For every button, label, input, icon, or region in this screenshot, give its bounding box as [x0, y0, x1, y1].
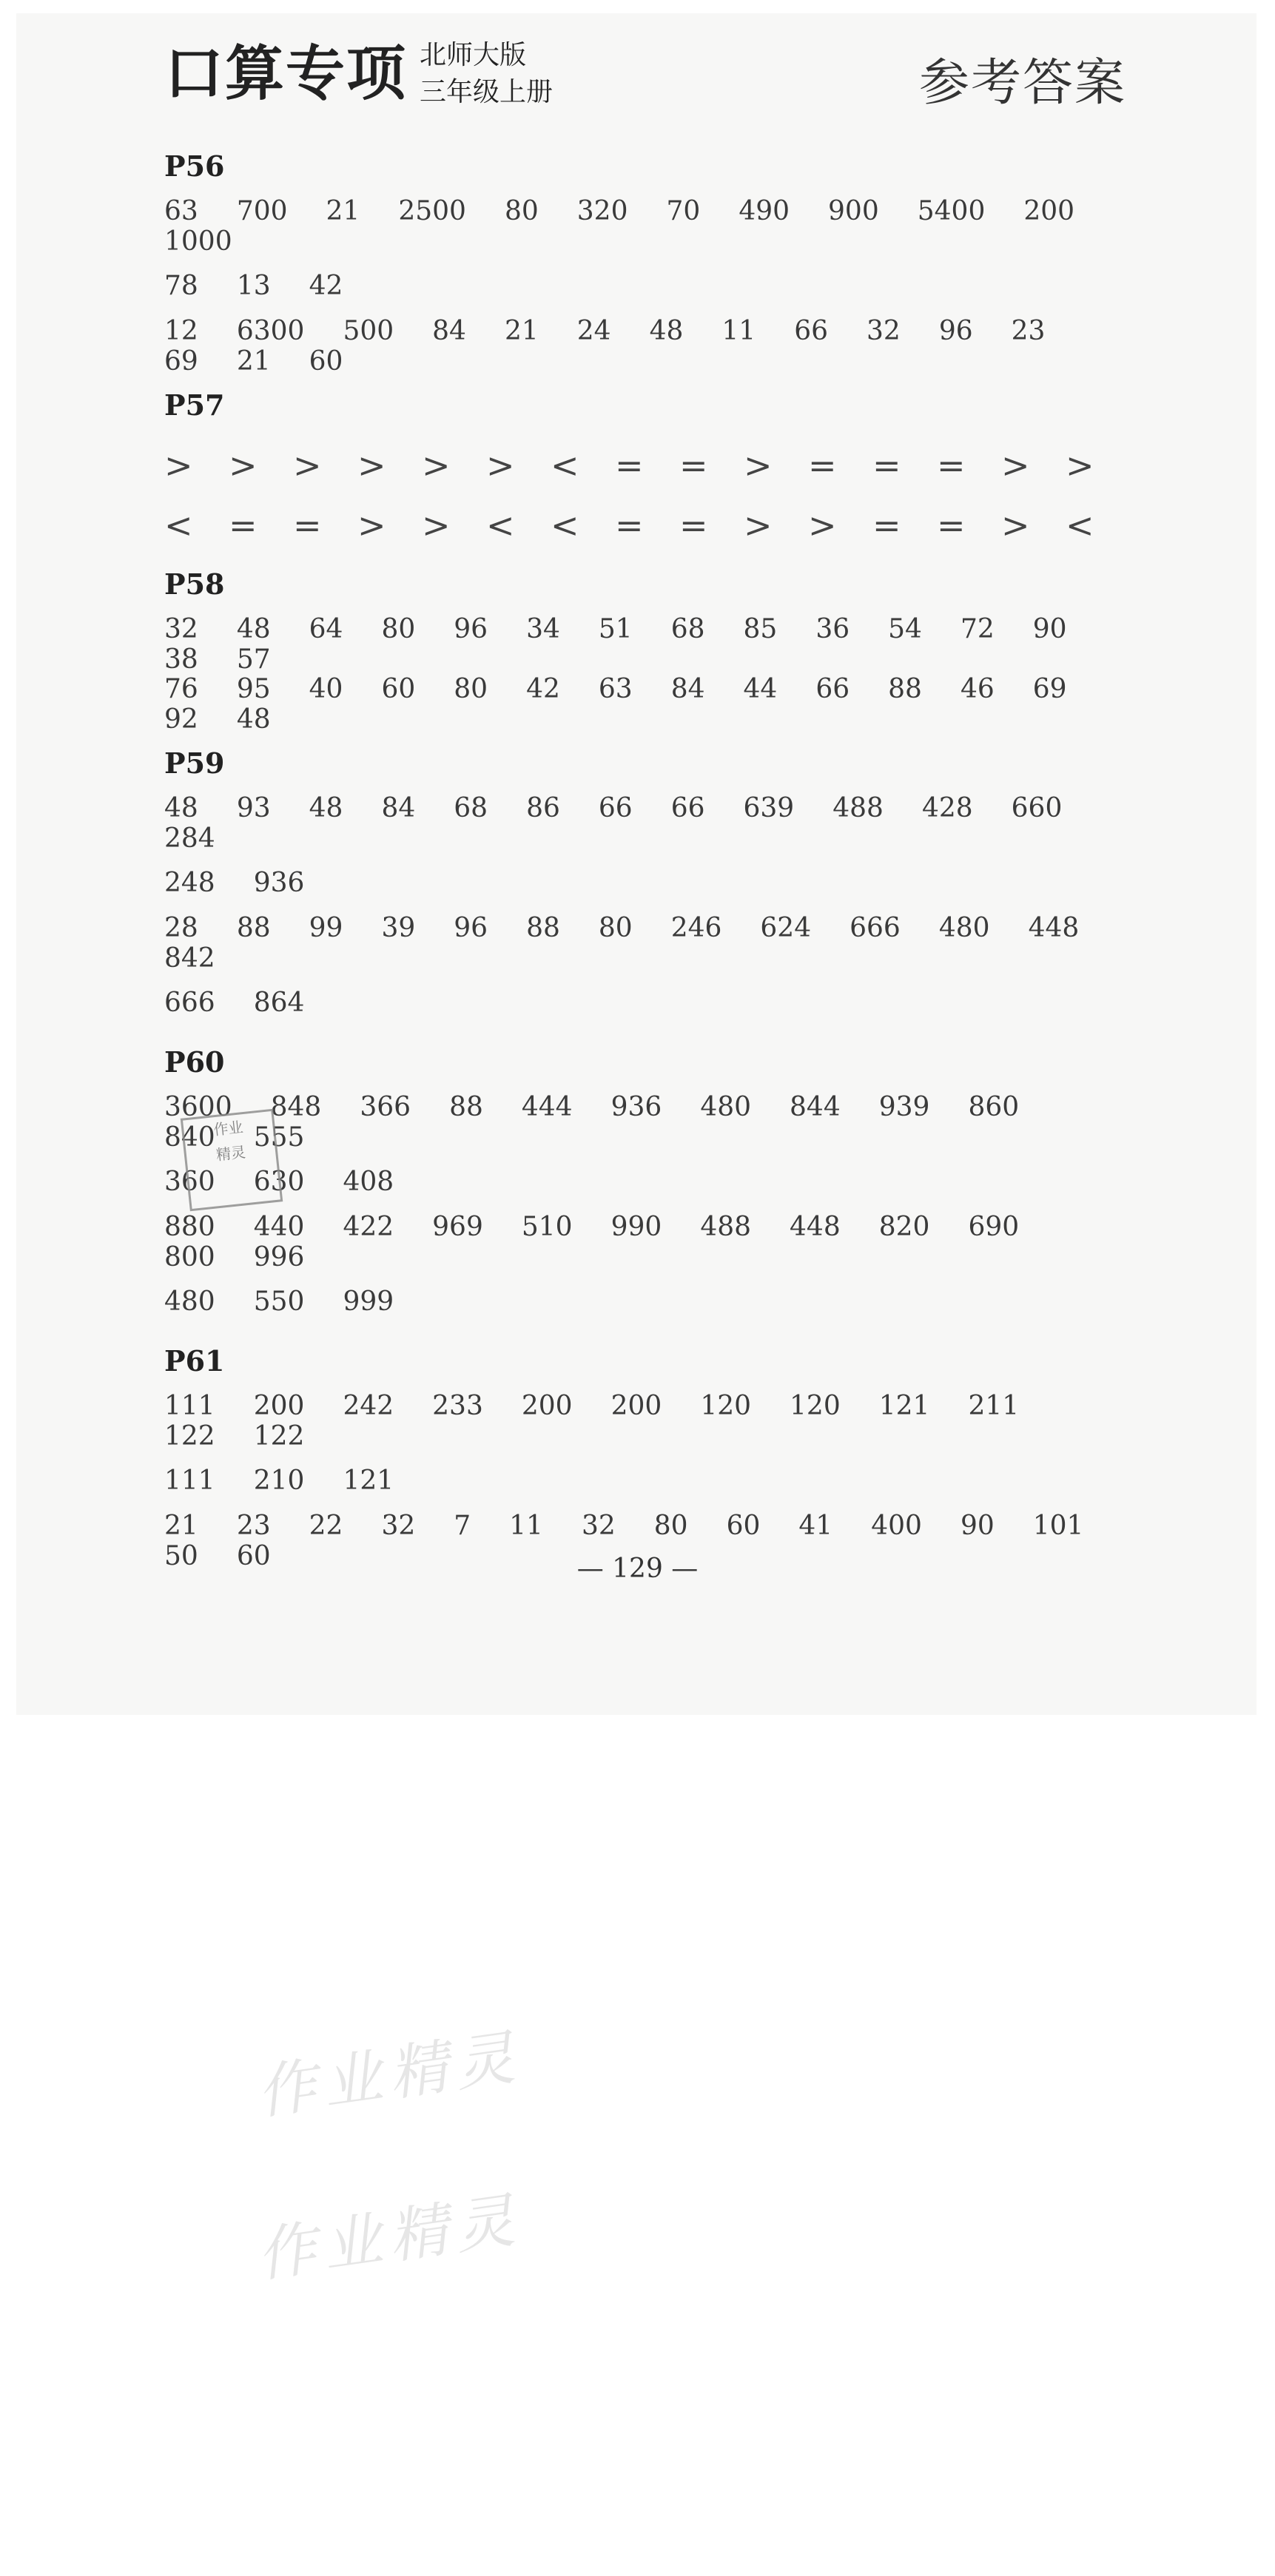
- answer-value: 51: [598, 614, 633, 644]
- answer-value: 999: [343, 1287, 394, 1317]
- comparison-symbol: =: [615, 505, 644, 545]
- answer-value: 1000: [164, 226, 232, 257]
- comparison-symbol: <: [551, 445, 579, 485]
- answer-value: 900: [828, 196, 879, 226]
- answer-value: 820: [878, 1212, 930, 1242]
- edition-grade: 三年级上册: [420, 77, 554, 107]
- answer-value: 80: [504, 196, 539, 226]
- answer-value: 24: [576, 316, 611, 346]
- edition-publisher: 北师大版: [420, 40, 527, 70]
- answer-value: 844: [790, 1092, 841, 1122]
- answer-value: 700: [236, 196, 288, 226]
- answer-value: 72: [960, 614, 995, 644]
- answer-value: 28: [164, 913, 198, 943]
- answer-value: 848: [270, 1092, 322, 1122]
- book-brand-title: 口算专项: [164, 39, 407, 108]
- answer-value: 624: [760, 913, 812, 943]
- comparison-symbol: >: [486, 445, 515, 485]
- comparison-symbol: =: [679, 505, 708, 545]
- answer-value: 92: [164, 704, 198, 735]
- answer-value: 80: [454, 674, 488, 704]
- answer-value: 448: [790, 1212, 841, 1242]
- answer-value: 936: [610, 1092, 662, 1122]
- answer-value: 32: [164, 614, 198, 644]
- answer-value: 64: [309, 614, 343, 644]
- answer-value: 68: [670, 614, 705, 644]
- comparison-symbol: >: [357, 445, 386, 485]
- answer-value: 842: [164, 943, 215, 974]
- answer-value: 200: [1023, 196, 1075, 226]
- answer-value: 246: [670, 913, 722, 943]
- answer-value: 39: [381, 913, 416, 943]
- section-label: P57: [164, 388, 225, 422]
- answer-row: [164, 1272, 1134, 1332]
- section-label: P58: [164, 567, 225, 601]
- answer-content: [164, 137, 1134, 1571]
- comparison-symbol: >: [229, 445, 258, 485]
- answer-value: 21: [164, 1511, 198, 1541]
- answer-value: 23: [236, 1511, 271, 1541]
- answer-value: 96: [938, 316, 973, 346]
- answer-value: 666: [164, 988, 215, 1018]
- answer-row: [164, 853, 1134, 913]
- answer-value: 80: [598, 913, 633, 943]
- answer-value: 78: [164, 271, 198, 301]
- answer-value: 5400: [917, 196, 986, 226]
- answer-row: [164, 1451, 1134, 1511]
- answer-value: 34: [526, 614, 560, 644]
- answer-value: 660: [1011, 793, 1063, 823]
- section-label: P56: [164, 149, 225, 183]
- answer-value: 86: [526, 793, 560, 823]
- answer-value: 320: [576, 196, 628, 226]
- answer-value: 13: [236, 271, 271, 301]
- edition-info: [420, 37, 553, 111]
- answer-value: 21: [236, 346, 271, 377]
- answer-value: 66: [670, 793, 705, 823]
- answer-value: 121: [878, 1391, 930, 1421]
- answer-value: 639: [743, 793, 795, 823]
- answer-value: 480: [700, 1092, 752, 1122]
- answer-row: [164, 495, 1134, 555]
- comparison-symbol: >: [164, 445, 193, 485]
- answer-value: 63: [598, 674, 633, 704]
- answer-value: 7: [454, 1511, 471, 1541]
- section-label: P61: [164, 1344, 225, 1378]
- answer-key-title: 参考答案: [918, 54, 1126, 112]
- section-label: P60: [164, 1045, 225, 1079]
- answer-row: [164, 196, 1134, 256]
- comparison-symbol: >: [744, 445, 773, 485]
- answer-value: 111: [164, 1391, 215, 1421]
- answer-value: 48: [309, 793, 343, 823]
- answer-value: 23: [1011, 316, 1046, 346]
- answer-value: 488: [700, 1212, 752, 1242]
- answer-row: [164, 1092, 1134, 1152]
- comparison-symbol: >: [293, 445, 322, 485]
- answer-value: 488: [832, 793, 884, 823]
- answer-value: 121: [343, 1466, 394, 1496]
- answer-value: 510: [521, 1212, 573, 1242]
- comparison-symbol: >: [1066, 445, 1094, 485]
- answer-value: 99: [309, 913, 343, 943]
- comparison-symbol: >: [1001, 445, 1030, 485]
- answer-value: 84: [381, 793, 416, 823]
- answer-value: 840: [164, 1122, 215, 1153]
- answer-value: 48: [236, 614, 271, 644]
- answer-value: 211: [968, 1391, 1020, 1421]
- answer-value: 48: [236, 704, 271, 735]
- answer-value: 46: [960, 674, 995, 704]
- answer-value: 122: [253, 1421, 305, 1451]
- answer-value: 95: [236, 674, 271, 704]
- answer-value: 428: [921, 793, 973, 823]
- answer-value: 48: [649, 316, 684, 346]
- answer-value: 11: [509, 1511, 543, 1541]
- comparison-symbol: <: [164, 505, 193, 545]
- comparison-symbol: =: [679, 445, 708, 485]
- answer-value: 200: [521, 1391, 573, 1421]
- answer-value: 21: [504, 316, 539, 346]
- answer-value: 122: [164, 1421, 215, 1451]
- answer-value: 48: [164, 793, 198, 823]
- answer-value: 630: [253, 1167, 305, 1197]
- answer-value: 490: [739, 196, 790, 226]
- answer-value: 80: [381, 614, 416, 644]
- answer-value: 422: [343, 1212, 394, 1242]
- answer-value: 42: [309, 271, 343, 301]
- comparison-symbol: =: [615, 445, 644, 485]
- answer-value: 936: [253, 868, 305, 898]
- page-number: — 129 —: [576, 1554, 699, 1584]
- answer-row: [164, 973, 1134, 1033]
- answer-value: 550: [253, 1287, 305, 1317]
- answer-value: 500: [343, 316, 394, 346]
- answer-value: 88: [888, 674, 922, 704]
- answer-value: 22: [309, 1511, 343, 1541]
- answer-value: 6300: [236, 316, 305, 346]
- answer-value: 93: [236, 793, 271, 823]
- answer-value: 233: [432, 1391, 483, 1421]
- answer-value: 68: [454, 793, 488, 823]
- answer-value: 96: [454, 913, 488, 943]
- answer-value: 84: [432, 316, 466, 346]
- answer-value: 555: [253, 1122, 305, 1153]
- answer-row: [164, 435, 1134, 495]
- answer-value: 440: [253, 1212, 305, 1242]
- answer-value: 12: [164, 316, 198, 346]
- answer-value: 88: [449, 1092, 483, 1122]
- comparison-symbol: >: [744, 505, 773, 545]
- answer-value: 50: [164, 1541, 198, 1571]
- answer-value: 69: [1032, 674, 1067, 704]
- answer-value: 76: [164, 674, 198, 704]
- comparison-symbol: =: [872, 505, 901, 545]
- answer-value: 860: [968, 1092, 1020, 1122]
- answer-value: 60: [726, 1511, 761, 1541]
- answer-value: 63: [164, 196, 198, 226]
- answer-value: 666: [850, 913, 901, 943]
- answer-value: 60: [236, 1541, 271, 1571]
- comparison-symbol: =: [293, 505, 322, 545]
- answer-value: 42: [526, 674, 560, 704]
- comparison-symbol: =: [937, 445, 966, 485]
- answer-value: 69: [164, 346, 198, 377]
- answer-value: 85: [743, 614, 778, 644]
- stamp-logo: [181, 1109, 283, 1211]
- answer-value: 996: [253, 1242, 305, 1272]
- answer-value: 101: [1032, 1511, 1084, 1541]
- answer-value: 111: [164, 1466, 215, 1496]
- answer-value: 120: [700, 1391, 752, 1421]
- answer-value: 248: [164, 868, 215, 898]
- comparison-symbol: >: [357, 505, 386, 545]
- answer-value: 120: [790, 1391, 841, 1421]
- answer-row: [164, 316, 1134, 376]
- answer-value: 444: [521, 1092, 573, 1122]
- comparison-symbol: =: [937, 505, 966, 545]
- comparison-symbol: <: [551, 505, 579, 545]
- answer-value: 66: [815, 674, 850, 704]
- answer-value: 864: [253, 988, 305, 1018]
- comparison-symbol: >: [422, 505, 451, 545]
- comparison-symbol: <: [1066, 505, 1094, 545]
- answer-value: 400: [871, 1511, 922, 1541]
- watermark: 作业精灵: [252, 2022, 526, 2128]
- answer-value: 448: [1028, 913, 1080, 943]
- answer-value: 210: [253, 1466, 305, 1496]
- answer-value: 800: [164, 1242, 215, 1272]
- answer-value: 480: [164, 1287, 215, 1317]
- stamp-line-2: 精灵: [215, 1143, 247, 1164]
- answer-value: 44: [743, 674, 778, 704]
- answer-value: 32: [381, 1511, 416, 1541]
- answer-row: [164, 1212, 1134, 1272]
- answer-row: [164, 614, 1134, 674]
- answer-value: 32: [581, 1511, 616, 1541]
- answer-value: 21: [326, 196, 360, 226]
- answer-value: 2500: [398, 196, 466, 226]
- answer-value: 41: [798, 1511, 833, 1541]
- answer-value: 96: [454, 614, 488, 644]
- comparison-symbol: <: [486, 505, 515, 545]
- answer-value: 366: [360, 1092, 411, 1122]
- watermark: 作业精灵: [252, 2185, 526, 2290]
- comparison-symbol: >: [808, 505, 837, 545]
- comparison-symbol: >: [422, 445, 451, 485]
- answer-value: 3600: [164, 1092, 232, 1122]
- answer-value: 84: [670, 674, 705, 704]
- answer-value: 200: [253, 1391, 305, 1421]
- answer-value: 480: [938, 913, 990, 943]
- answer-value: 57: [236, 644, 271, 675]
- comparison-symbol: =: [229, 505, 258, 545]
- answer-value: 242: [343, 1391, 394, 1421]
- answer-row: [164, 256, 1134, 316]
- answer-value: 90: [960, 1511, 995, 1541]
- answer-row: [164, 674, 1134, 734]
- comparison-symbol: =: [808, 445, 837, 485]
- answer-value: 66: [794, 316, 829, 346]
- answer-value: 88: [526, 913, 560, 943]
- answer-value: 408: [343, 1167, 394, 1197]
- answer-value: 60: [381, 674, 416, 704]
- answer-value: 80: [653, 1511, 688, 1541]
- answer-value: 969: [432, 1212, 483, 1242]
- answer-row: [164, 1391, 1134, 1451]
- answer-value: 880: [164, 1212, 215, 1242]
- answer-value: 60: [309, 346, 343, 377]
- page-header: [164, 37, 1126, 118]
- answer-value: 90: [1032, 614, 1067, 644]
- answer-value: 38: [164, 644, 198, 675]
- comparison-symbol: =: [872, 445, 901, 485]
- answer-value: 11: [721, 316, 756, 346]
- answer-value: 200: [610, 1391, 662, 1421]
- comparison-symbol: >: [1001, 505, 1030, 545]
- answer-value: 284: [164, 823, 215, 854]
- answer-value: 939: [878, 1092, 930, 1122]
- answer-value: 690: [968, 1212, 1020, 1242]
- answer-value: 70: [666, 196, 701, 226]
- answer-value: 40: [309, 674, 343, 704]
- answer-value: 32: [867, 316, 901, 346]
- answer-row: [164, 1152, 1134, 1212]
- stamp-line-1: 作业: [212, 1118, 244, 1139]
- section-label: P59: [164, 746, 225, 780]
- answer-row: [164, 793, 1134, 853]
- answer-value: 54: [888, 614, 922, 644]
- answer-value: 36: [815, 614, 850, 644]
- answer-value: 66: [598, 793, 633, 823]
- answer-value: 990: [610, 1212, 662, 1242]
- answer-row: [164, 913, 1134, 973]
- answer-value: 360: [164, 1167, 215, 1197]
- answer-value: 88: [236, 913, 271, 943]
